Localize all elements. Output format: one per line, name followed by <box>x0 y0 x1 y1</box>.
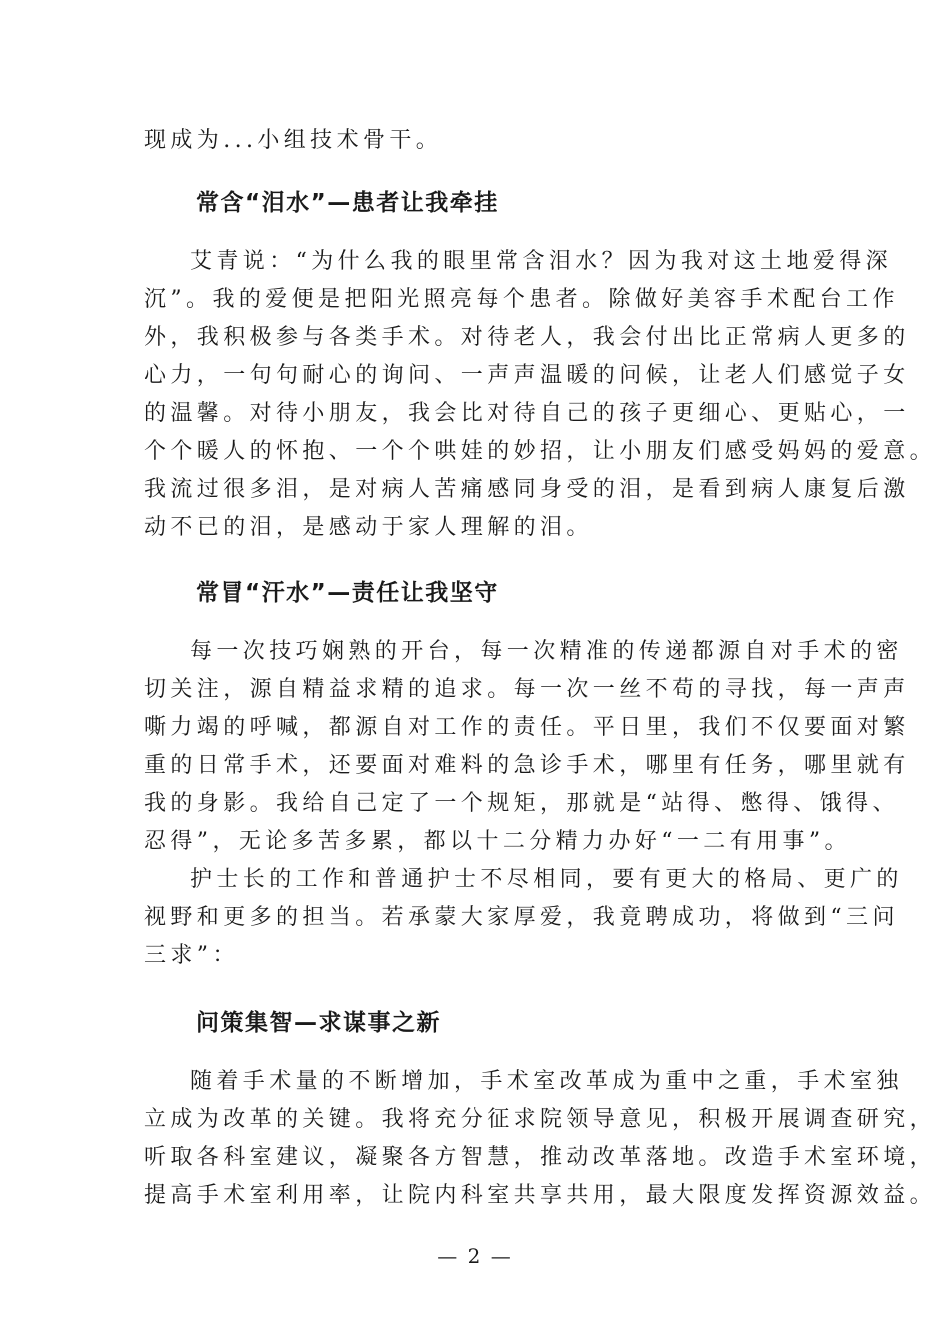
paragraph-line: 视野和更多的担当。若承蒙大家厚爱，我竟聘成功，将做到“三问 <box>144 905 899 930</box>
paragraph-line: 现成为...小组技术骨干。 <box>144 128 443 153</box>
paragraph-line: 护士长的工作和普通护士不尽相同，要有更大的格局、更广的 <box>190 867 903 892</box>
paragraph-line: 立成为改革的关键。我将充分征求院领导意见，积极开展调查研究， <box>144 1107 937 1132</box>
paragraph-line: 动不已的泪，是感动于家人理解的泪。 <box>144 515 593 540</box>
page-number: — 2 — <box>437 1244 513 1268</box>
paragraph-line: 提高手术室利用率，让院内科室共享共用，最大限度发挥资源效益。 <box>144 1183 937 1208</box>
paragraph-line: 切关注，源自精益求精的追求。每一次一丝不苟的寻找，每一声声 <box>144 677 910 702</box>
section-heading: 常冒“汗水”—责任让我坚守 <box>196 580 499 606</box>
paragraph-line: 忍得”，无论多苦多累，都以十二分精力办好“一二有用事”。 <box>144 829 851 854</box>
paragraph-line: 艾青说：“为什么我的眼里常含泪水？因为我对这土地爱得深 <box>190 249 893 274</box>
paragraph-line: 沉”。我的爱便是把阳光照亮每个患者。除做好美容手术配台工作 <box>144 287 899 312</box>
paragraph-line: 嘶力竭的呼喊，都源自对工作的责任。平日里，我们不仅要面对繁 <box>144 715 910 740</box>
paragraph-line: 我流过很多泪，是对病人苦痛感同身受的泪，是看到病人康复后激 <box>144 477 910 502</box>
paragraph-line: 个个暖人的怀抱、一个个哄娃的妙招，让小朋友们感受妈妈的爱意。 <box>144 439 937 464</box>
paragraph-line: 我的身影。我给自己定了一个规矩，那就是“站得、憋得、饿得、 <box>144 791 899 816</box>
paragraph-line: 每一次技巧娴熟的开台，每一次精准的传递都源自对手术的密 <box>190 639 903 664</box>
paragraph-line: 三求”： <box>144 943 239 968</box>
paragraph-line: 随着手术量的不断增加，手术室改革成为重中之重，手术室独 <box>190 1069 903 1094</box>
section-heading: 问策集智—求谋事之新 <box>196 1010 441 1036</box>
paragraph-line: 心力，一句句耐心的询问、一声声温暖的问候，让老人们感觉子女 <box>144 363 910 388</box>
paragraph-line: 外，我积极参与各类手术。对待老人，我会付出比正常病人更多的 <box>144 325 910 350</box>
paragraph-line: 的温馨。对待小朋友，我会比对待自己的孩子更细心、更贴心，一 <box>144 401 910 426</box>
paragraph-line: 重的日常手术，还要面对难料的急诊手术，哪里有任务，哪里就有 <box>144 753 910 778</box>
section-heading: 常含“泪水”—患者让我牵挂 <box>196 190 499 216</box>
paragraph-line: 听取各科室建议，凝聚各方智慧，推动改革落地。改造手术室环境， <box>144 1145 937 1170</box>
